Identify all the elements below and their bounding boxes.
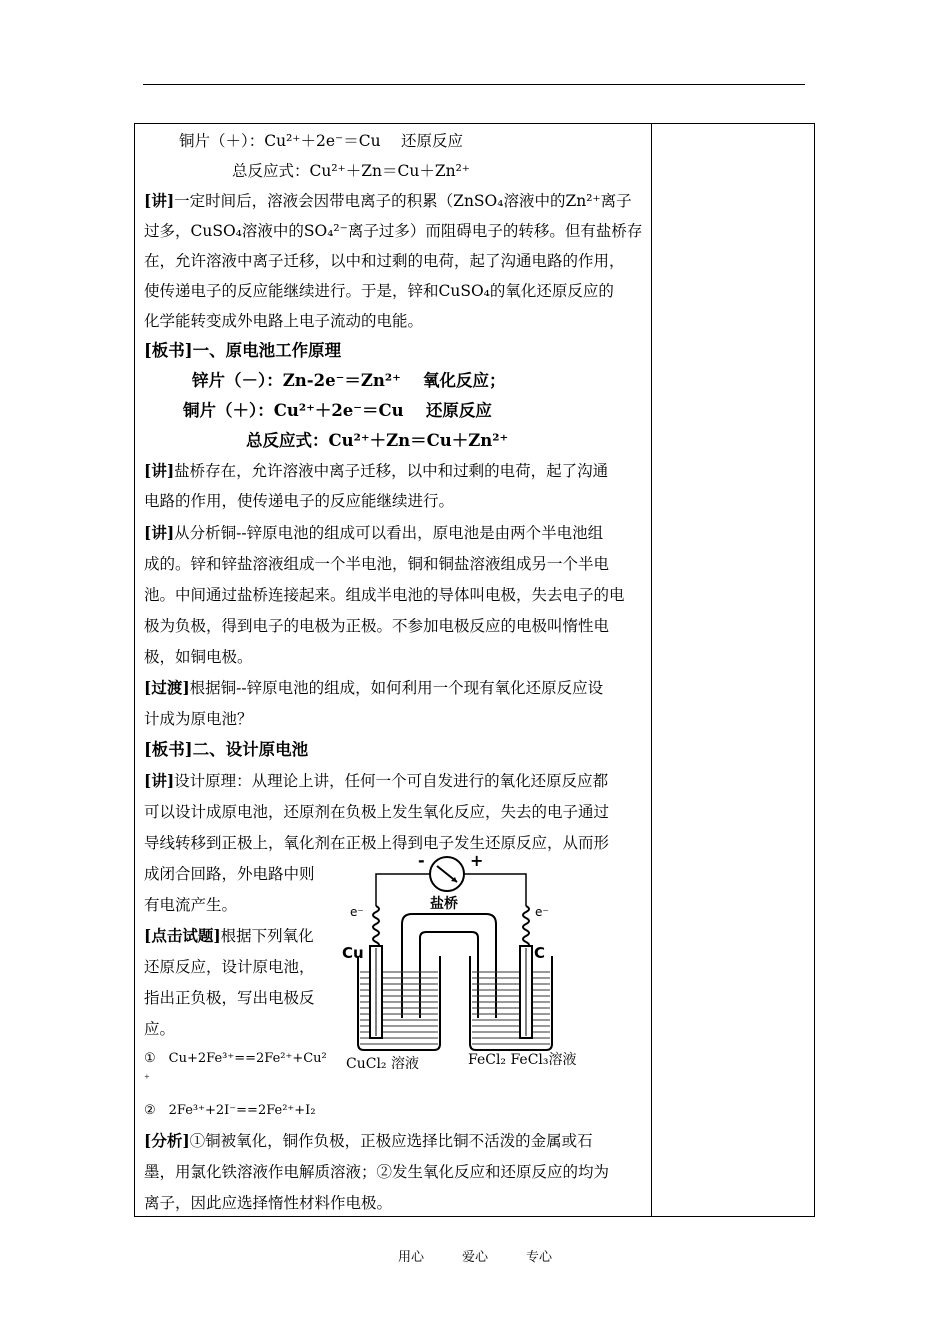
line-reaction-1: ① Cu+2Fe³⁺==2Fe²⁺+Cu² xyxy=(144,1051,327,1066)
line: 过多，CuSO₄溶液中的SO₄²⁻离子过多）而阻碍电子的转移。但有盐桥存 xyxy=(144,222,643,240)
tag: [点击试题] xyxy=(144,926,221,945)
galvanic-cell-diagram xyxy=(340,848,636,1080)
heading-design: [板书]二、设计原电池 xyxy=(144,740,309,759)
minus-sign: - xyxy=(418,851,425,870)
footer-word-3: 专心 xyxy=(526,1250,553,1265)
wire-left xyxy=(376,874,430,906)
line: 应。 xyxy=(144,1020,176,1038)
tag: [分析] xyxy=(144,1131,190,1150)
electron-label-left: e⁻ xyxy=(350,905,364,919)
line: 池。中间通过盐桥连接起来。组成半电池的导体叫电极，失去电子的电 xyxy=(144,586,625,604)
line-lecture-1 xyxy=(144,186,632,216)
tag: [过渡] xyxy=(144,678,190,697)
text: 一定时间后，溶液会因带电离子的积累（ZnSO₄溶液中的Zn²⁺离子 xyxy=(174,192,632,210)
solution-right-label: FeCl₂ FeCl₃溶液 xyxy=(468,1052,577,1068)
wire-right xyxy=(464,874,526,906)
text: 根据下列氧化 xyxy=(220,927,314,945)
line: 还原反应，设计原电池， xyxy=(144,958,315,976)
line-reaction-2: ② 2Fe³⁺+2I⁻==2Fe²⁺+I₂ xyxy=(144,1103,316,1118)
line: 在，允许溶液中离子迁移，以中和过剩的电荷，起了沟通电路的作用， xyxy=(144,252,625,270)
line: 极，如铜电极。 xyxy=(144,648,253,666)
spring-right xyxy=(523,906,529,948)
text: 根据铜--锌原电池的组成，如何利用一个现有氧化还原反应设 xyxy=(189,679,604,697)
line: 使传递电子的反应能继续进行。于是，锌和CuSO₄的氧化还原反应的 xyxy=(144,282,614,300)
line-copper-half-reaction: 铜片（＋）：Cu²⁺＋2e⁻＝Cu 还原反应 xyxy=(179,132,463,150)
page-footer xyxy=(0,1246,950,1265)
line: 成的。锌和锌盐溶液组成一个半电池，铜和铜盐溶液组成另一个半电 xyxy=(144,555,610,573)
footer-word-2: 爱心 xyxy=(461,1250,488,1265)
text: ①铜被氧化，铜作负极，正极应选择比铜不活泼的金属或石 xyxy=(189,1132,593,1150)
electron-label-right: e⁻ xyxy=(535,905,549,919)
line-total-reaction-bold: 总反应式：Cu²⁺＋Zn＝Cu＋Zn²⁺ xyxy=(246,431,509,450)
line: 化学能转变成外电路上电子流动的电能。 xyxy=(144,312,424,330)
line: 计成为原电池？ xyxy=(144,710,253,728)
salt-bridge-label: 盐桥 xyxy=(430,896,458,912)
line: 可以设计成原电池，还原剂在负极上发生氧化反应，失去的电子通过 xyxy=(144,803,610,821)
line: 墨，用氯化铁溶液作电解质溶液；②发生氧化反应和还原反应的均为 xyxy=(144,1163,610,1181)
column-divider xyxy=(651,124,652,1216)
header-rule xyxy=(143,84,805,85)
line-reaction-1-cont: ⁺ xyxy=(144,1072,150,1085)
cu-label: Cu xyxy=(342,944,364,962)
line-copper-half-reaction-bold: 铜片（＋）：Cu²⁺＋2e⁻＝Cu 还原反应 xyxy=(183,401,492,420)
line: 极为负极，得到电子的电极为正极。不参加电极反应的电极叫惰性电 xyxy=(144,617,610,635)
line: 导线转移到正极上，氧化剂在正极上得到电子发生还原反应，从而形 xyxy=(144,834,610,852)
c-label: C xyxy=(534,944,546,962)
line-zinc-half-reaction: 锌片（－）：Zn-2e⁻＝Zn²⁺ 氧化反应； xyxy=(192,371,506,390)
spring-left xyxy=(373,906,379,948)
text: 盐桥存在，允许溶液中离子迁移，以中和过剩的电荷，起了沟通 xyxy=(174,462,609,480)
footer-word-1: 用心 xyxy=(397,1250,424,1265)
line-lecture-4 xyxy=(144,766,608,796)
line-exercise xyxy=(144,921,314,951)
heading-principle: [板书]一、原电池工作原理 xyxy=(144,341,342,360)
line: 电路的作用，使传递电子的反应能继续进行。 xyxy=(144,492,455,510)
line: 成闭合回路，外电路中则 xyxy=(144,865,315,883)
line: 离子，因此应选择惰性材料作电极。 xyxy=(144,1194,393,1212)
plus-sign: + xyxy=(470,851,484,870)
tag: [讲] xyxy=(144,523,175,542)
solution-right xyxy=(472,972,550,1044)
line-lecture-2 xyxy=(144,456,608,486)
text: 从分析铜--锌原电池的组成可以看出，原电池是由两个半电池组 xyxy=(174,524,604,542)
line-analysis xyxy=(144,1126,593,1156)
line: 指出正负极，写出电极反 xyxy=(144,989,315,1007)
text: 设计原理：从理论上讲，任何一个可自发进行的氧化还原反应都 xyxy=(174,772,609,790)
line-lecture-3 xyxy=(144,518,603,548)
solution-left-label: CuCl₂ 溶液 xyxy=(346,1056,419,1072)
line: 有电流产生。 xyxy=(144,896,238,914)
beaker-right xyxy=(470,956,552,1050)
line-total-reaction: 总反应式：Cu²⁺＋Zn＝Cu＋Zn²⁺ xyxy=(232,162,470,180)
tag: [讲] xyxy=(144,461,175,480)
tag: [讲] xyxy=(144,771,175,790)
galvanic-cell-figure xyxy=(340,848,636,1080)
line-transition xyxy=(144,673,603,703)
tag: [讲] xyxy=(144,191,175,210)
